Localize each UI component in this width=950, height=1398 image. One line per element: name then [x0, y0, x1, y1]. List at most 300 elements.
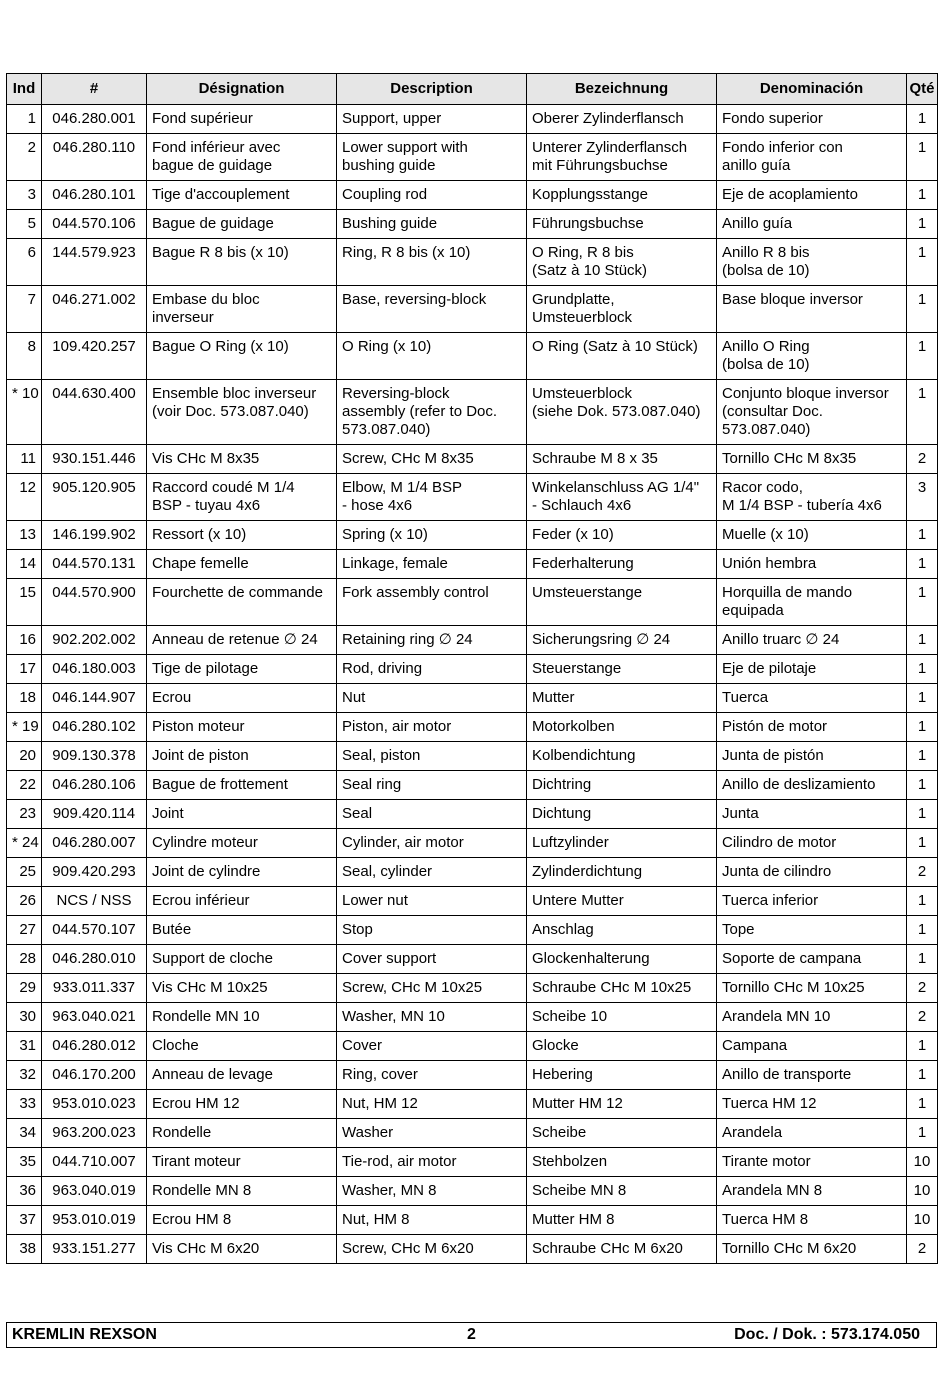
table-row	[7, 1061, 938, 1090]
cell-part-number: 044.570.900	[42, 579, 147, 626]
table-body	[7, 105, 938, 1264]
cell-bezeichnung	[527, 521, 717, 550]
cell-bezeichnung	[527, 579, 717, 626]
cell-denominacion	[717, 380, 907, 445]
cell-designation-line: Fond inférieur avec	[152, 139, 281, 156]
cell-designation-line: Chape femelle	[152, 555, 249, 572]
cell-designation-line: Fourchette de commande	[152, 584, 323, 601]
cell-designation-line: Vis CHc M 6x20	[152, 1240, 260, 1257]
cell-bezeichnung	[527, 1177, 717, 1206]
cell-bezeichnung-line: O Ring, R 8 bis	[532, 244, 634, 261]
cell-part-number: 902.202.002	[42, 626, 147, 655]
cell-part-number: NCS / NSS	[42, 887, 147, 916]
table-row	[7, 626, 938, 655]
cell-denominacion	[717, 1090, 907, 1119]
cell-denominacion-line: Racor codo,	[722, 479, 803, 496]
cell-denominacion-line: Tornillo CHc M 10x25	[722, 979, 865, 996]
cell-designation-line: Ecrou HM 8	[152, 1211, 232, 1228]
header-bezeichnung: Bezeichnung	[527, 74, 717, 105]
cell-part-number: 146.199.902	[42, 521, 147, 550]
cell-description	[337, 380, 527, 445]
cell-description-line: Washer	[342, 1124, 394, 1141]
header-part-number: #	[42, 74, 147, 105]
cell-part-number: 044.570.131	[42, 550, 147, 579]
cell-denominacion-line: Junta de pistón	[722, 747, 824, 764]
cell-bezeichnung	[527, 1003, 717, 1032]
table-row	[7, 800, 938, 829]
cell-denominacion	[717, 445, 907, 474]
table-row	[7, 105, 938, 134]
cell-designation	[147, 445, 337, 474]
cell-designation	[147, 333, 337, 380]
cell-denominacion-line: Anillo O Ring	[722, 338, 810, 355]
cell-designation-line: Tirant moteur	[152, 1153, 241, 1170]
cell-designation	[147, 887, 337, 916]
cell-description-line: Screw, CHc M 8x35	[342, 450, 474, 467]
cell-description-line: 573.087.040)	[342, 421, 431, 438]
header-designation: Désignation	[147, 74, 337, 105]
cell-quantity: 1	[907, 771, 938, 800]
table-row	[7, 916, 938, 945]
cell-denominacion-line: Tope	[722, 921, 755, 938]
cell-denominacion-line: Junta de cilindro	[722, 863, 832, 880]
cell-denominacion	[717, 626, 907, 655]
table-row	[7, 210, 938, 239]
cell-bezeichnung	[527, 771, 717, 800]
cell-quantity: 1	[907, 579, 938, 626]
cell-designation	[147, 134, 337, 181]
cell-description	[337, 1177, 527, 1206]
cell-designation	[147, 1119, 337, 1148]
cell-designation-line: Joint de cylindre	[152, 863, 261, 880]
cell-ind: 6	[7, 239, 42, 286]
cell-description-line: Cylinder, air motor	[342, 834, 464, 851]
cell-quantity: 1	[907, 800, 938, 829]
cell-quantity: 1	[907, 945, 938, 974]
cell-description-line: Seal, piston	[342, 747, 421, 764]
cell-designation-line: Anneau de retenue ∅ 24	[152, 631, 318, 648]
cell-description	[337, 626, 527, 655]
cell-bezeichnung	[527, 105, 717, 134]
cell-denominacion-line: Cilindro de motor	[722, 834, 837, 851]
table-row	[7, 380, 938, 445]
cell-designation-line: Rondelle	[152, 1124, 212, 1141]
cell-designation	[147, 239, 337, 286]
cell-description	[337, 286, 527, 333]
cell-denominacion-line: Arandela MN 8	[722, 1182, 823, 1199]
cell-quantity: 1	[907, 181, 938, 210]
cell-description-line: Spring (x 10)	[342, 526, 428, 543]
cell-designation	[147, 286, 337, 333]
cell-ind: 13	[7, 521, 42, 550]
cell-denominacion-line: equipada	[722, 602, 784, 619]
table-row	[7, 1003, 938, 1032]
cell-denominacion-line: Tuerca inferior	[722, 892, 819, 909]
cell-part-number: 046.280.101	[42, 181, 147, 210]
cell-bezeichnung	[527, 684, 717, 713]
cell-designation-line: Tige de pilotage	[152, 660, 259, 677]
cell-ind: 15	[7, 579, 42, 626]
cell-bezeichnung	[527, 1061, 717, 1090]
cell-denominacion-line: Anillo guía	[722, 215, 793, 232]
cell-description-line: Nut	[342, 689, 366, 706]
cell-part-number: 044.630.400	[42, 380, 147, 445]
cell-denominacion	[717, 474, 907, 521]
cell-part-number: 909.420.293	[42, 858, 147, 887]
cell-bezeichnung	[527, 239, 717, 286]
cell-denominacion-line: Anillo R 8 bis	[722, 244, 810, 261]
cell-denominacion	[717, 1206, 907, 1235]
header-denominacion: Denominación	[717, 74, 907, 105]
cell-denominacion-line: Conjunto bloque inversor	[722, 385, 889, 402]
cell-designation-line: Ecrou	[152, 689, 192, 706]
cell-bezeichnung-line: Unterer Zylinderflansch	[532, 139, 688, 156]
cell-bezeichnung	[527, 829, 717, 858]
cell-quantity: 1	[907, 684, 938, 713]
cell-description	[337, 829, 527, 858]
cell-description	[337, 474, 527, 521]
cell-part-number: 046.170.200	[42, 1061, 147, 1090]
cell-bezeichnung-line: Dichtung	[532, 805, 592, 822]
table-row	[7, 742, 938, 771]
cell-quantity: 2	[907, 858, 938, 887]
cell-part-number: 044.570.106	[42, 210, 147, 239]
cell-quantity: 1	[907, 239, 938, 286]
cell-quantity: 3	[907, 474, 938, 521]
cell-designation-line: Bague O Ring (x 10)	[152, 338, 289, 355]
cell-part-number: 046.280.012	[42, 1032, 147, 1061]
cell-bezeichnung-line: (Satz à 10 Stück)	[532, 262, 648, 279]
table-row	[7, 945, 938, 974]
cell-part-number: 046.280.110	[42, 134, 147, 181]
cell-part-number: 905.120.905	[42, 474, 147, 521]
cell-ind: 26	[7, 887, 42, 916]
cell-denominacion	[717, 945, 907, 974]
cell-ind: 5	[7, 210, 42, 239]
cell-bezeichnung	[527, 286, 717, 333]
cell-designation	[147, 380, 337, 445]
cell-denominacion-line: Fondo superior	[722, 110, 823, 127]
cell-designation	[147, 1032, 337, 1061]
cell-description	[337, 210, 527, 239]
cell-part-number: 930.151.446	[42, 445, 147, 474]
table-row	[7, 771, 938, 800]
cell-designation-line: Cloche	[152, 1037, 199, 1054]
cell-denominacion-line: Anillo truarc ∅ 24	[722, 631, 840, 648]
cell-denominacion	[717, 1032, 907, 1061]
cell-ind: 22	[7, 771, 42, 800]
cell-quantity: 1	[907, 105, 938, 134]
cell-bezeichnung	[527, 916, 717, 945]
cell-description-line: Ring, R 8 bis (x 10)	[342, 244, 471, 261]
cell-description-line: Nut, HM 12	[342, 1095, 418, 1112]
table-row	[7, 1235, 938, 1264]
cell-bezeichnung-line: Kolbendichtung	[532, 747, 636, 764]
cell-description-line: Cover support	[342, 950, 437, 967]
cell-description-line: Lower support with	[342, 139, 468, 156]
cell-bezeichnung	[527, 474, 717, 521]
cell-denominacion-line: Tuerca	[722, 689, 769, 706]
table-header	[7, 74, 938, 105]
cell-denominacion	[717, 521, 907, 550]
cell-bezeichnung	[527, 333, 717, 380]
cell-denominacion	[717, 134, 907, 181]
cell-part-number: 046.280.010	[42, 945, 147, 974]
cell-description-line: Seal, cylinder	[342, 863, 433, 880]
cell-part-number: 909.420.114	[42, 800, 147, 829]
cell-bezeichnung-line: Mutter HM 8	[532, 1211, 615, 1228]
cell-quantity: 1	[907, 1061, 938, 1090]
cell-description	[337, 1003, 527, 1032]
cell-designation-line: Cylindre moteur	[152, 834, 258, 851]
cell-ind: 38	[7, 1235, 42, 1264]
cell-description	[337, 771, 527, 800]
cell-denominacion-line: Tirante motor	[722, 1153, 811, 1170]
cell-denominacion	[717, 286, 907, 333]
cell-description-line: bushing guide	[342, 157, 436, 174]
cell-ind: 3	[7, 181, 42, 210]
cell-denominacion	[717, 1235, 907, 1264]
cell-quantity: 1	[907, 916, 938, 945]
cell-bezeichnung-line: Mutter	[532, 689, 575, 706]
cell-quantity: 1	[907, 626, 938, 655]
cell-denominacion	[717, 800, 907, 829]
parts-table	[6, 73, 938, 1264]
cell-part-number: 046.280.106	[42, 771, 147, 800]
cell-designation-line: Vis CHc M 8x35	[152, 450, 260, 467]
cell-designation	[147, 181, 337, 210]
cell-bezeichnung	[527, 974, 717, 1003]
cell-designation-line: Embase du bloc	[152, 291, 260, 308]
cell-bezeichnung-line: Anschlag	[532, 921, 594, 938]
cell-designation	[147, 1235, 337, 1264]
cell-ind: 37	[7, 1206, 42, 1235]
cell-designation	[147, 626, 337, 655]
cell-bezeichnung-line: Oberer Zylinderflansch	[532, 110, 684, 127]
cell-part-number: 953.010.019	[42, 1206, 147, 1235]
cell-description-line: Tie-rod, air motor	[342, 1153, 457, 1170]
cell-description-line: Coupling rod	[342, 186, 428, 203]
cell-denominacion-line: Tuerca HM 8	[722, 1211, 809, 1228]
cell-designation	[147, 1003, 337, 1032]
cell-denominacion	[717, 579, 907, 626]
cell-denominacion-line: Junta	[722, 805, 759, 822]
cell-ind: 12	[7, 474, 42, 521]
cell-bezeichnung	[527, 713, 717, 742]
cell-quantity: 10	[907, 1206, 938, 1235]
cell-denominacion-line: anillo guía	[722, 157, 791, 174]
cell-quantity: 1	[907, 333, 938, 380]
cell-designation	[147, 1148, 337, 1177]
cell-bezeichnung	[527, 134, 717, 181]
cell-description-line: Base, reversing-block	[342, 291, 487, 308]
cell-ind: 20	[7, 742, 42, 771]
cell-designation	[147, 521, 337, 550]
cell-description	[337, 1206, 527, 1235]
cell-denominacion	[717, 713, 907, 742]
cell-bezeichnung-line: Motorkolben	[532, 718, 615, 735]
footer-page-number: 2	[467, 1326, 476, 1343]
cell-description-line: Nut, HM 8	[342, 1211, 410, 1228]
cell-designation-line: Joint	[152, 805, 184, 822]
cell-designation	[147, 474, 337, 521]
cell-ind: 18	[7, 684, 42, 713]
footer-doc-ref: Doc. / Dok. : 573.174.050	[734, 1326, 920, 1343]
cell-designation-line: Butée	[152, 921, 192, 938]
cell-designation	[147, 742, 337, 771]
cell-quantity: 10	[907, 1177, 938, 1206]
cell-designation-line: Ecrou inférieur	[152, 892, 250, 909]
cell-bezeichnung	[527, 1148, 717, 1177]
cell-part-number: 953.010.023	[42, 1090, 147, 1119]
cell-denominacion-line: Unión hembra	[722, 555, 817, 572]
cell-denominacion	[717, 887, 907, 916]
cell-denominacion-line: Fondo inferior con	[722, 139, 843, 156]
cell-part-number: 933.151.277	[42, 1235, 147, 1264]
cell-ind: 1	[7, 105, 42, 134]
cell-part-number: 963.040.021	[42, 1003, 147, 1032]
cell-description-line: Fork assembly control	[342, 584, 489, 601]
cell-denominacion-line: Anillo de deslizamiento	[722, 776, 876, 793]
cell-designation-line: Rondelle MN 8	[152, 1182, 252, 1199]
cell-description	[337, 945, 527, 974]
cell-quantity: 2	[907, 1003, 938, 1032]
table-row	[7, 579, 938, 626]
cell-designation-line: Anneau de levage	[152, 1066, 273, 1083]
cell-quantity: 1	[907, 887, 938, 916]
cell-denominacion-line: Eje de pilotaje	[722, 660, 817, 677]
cell-ind: 35	[7, 1148, 42, 1177]
cell-bezeichnung-line: Umsteuerblock	[532, 385, 633, 402]
cell-description-line: Piston, air motor	[342, 718, 452, 735]
cell-denominacion	[717, 550, 907, 579]
cell-description	[337, 684, 527, 713]
cell-bezeichnung-line: O Ring (Satz à 10 Stück)	[532, 338, 698, 355]
cell-part-number: 046.280.102	[42, 713, 147, 742]
cell-quantity: 1	[907, 550, 938, 579]
table-row	[7, 684, 938, 713]
cell-ind: * 10	[7, 380, 42, 445]
cell-designation	[147, 1206, 337, 1235]
cell-designation	[147, 713, 337, 742]
table-row	[7, 713, 938, 742]
cell-bezeichnung	[527, 380, 717, 445]
cell-designation	[147, 800, 337, 829]
cell-designation-line: inverseur	[152, 309, 214, 326]
cell-denominacion	[717, 1061, 907, 1090]
cell-description	[337, 1090, 527, 1119]
cell-ind: 32	[7, 1061, 42, 1090]
cell-designation-line: bague de guidage	[152, 157, 273, 174]
cell-denominacion-line: Tornillo CHc M 8x35	[722, 450, 857, 467]
cell-designation-line: Piston moteur	[152, 718, 245, 735]
cell-description-line: Rod, driving	[342, 660, 423, 677]
cell-denominacion	[717, 916, 907, 945]
cell-designation-line: Tige d'accouplement	[152, 186, 290, 203]
cell-description-line: Washer, MN 8	[342, 1182, 437, 1199]
cell-bezeichnung-line: Federhalterung	[532, 555, 634, 572]
cell-bezeichnung	[527, 800, 717, 829]
cell-ind: 23	[7, 800, 42, 829]
cell-description-line: Ring, cover	[342, 1066, 418, 1083]
cell-denominacion	[717, 829, 907, 858]
cell-quantity: 1	[907, 380, 938, 445]
cell-ind: 11	[7, 445, 42, 474]
cell-description	[337, 579, 527, 626]
cell-designation-line: (voir Doc. 573.087.040)	[152, 403, 309, 420]
table-row	[7, 445, 938, 474]
cell-quantity: 1	[907, 1032, 938, 1061]
cell-designation-line: Bague de frottement	[152, 776, 288, 793]
cell-description	[337, 742, 527, 771]
cell-bezeichnung-line: Scheibe	[532, 1124, 587, 1141]
cell-quantity: 1	[907, 655, 938, 684]
table-row	[7, 1090, 938, 1119]
cell-designation	[147, 684, 337, 713]
cell-denominacion-line: Arandela MN 10	[722, 1008, 831, 1025]
cell-denominacion-line: (bolsa de 10)	[722, 262, 810, 279]
cell-description-line: Linkage, female	[342, 555, 448, 572]
cell-denominacion	[717, 974, 907, 1003]
header-row	[7, 74, 938, 105]
cell-quantity: 1	[907, 134, 938, 181]
cell-quantity: 1	[907, 829, 938, 858]
cell-denominacion	[717, 1148, 907, 1177]
cell-part-number: 046.144.907	[42, 684, 147, 713]
table-row	[7, 655, 938, 684]
cell-description	[337, 333, 527, 380]
cell-bezeichnung-line: Umsteuerstange	[532, 584, 643, 601]
cell-ind: 25	[7, 858, 42, 887]
cell-description-line: Screw, CHc M 10x25	[342, 979, 483, 996]
cell-bezeichnung-line: Feder (x 10)	[532, 526, 614, 543]
cell-bezeichnung	[527, 626, 717, 655]
cell-designation-line: Ensemble bloc inverseur	[152, 385, 317, 402]
cell-description	[337, 916, 527, 945]
footer-company: KREMLIN REXSON	[12, 1326, 157, 1343]
cell-denominacion-line: Anillo de transporte	[722, 1066, 852, 1083]
cell-denominacion-line: (bolsa de 10)	[722, 356, 810, 373]
cell-bezeichnung-line: Kopplungsstange	[532, 186, 648, 203]
cell-bezeichnung	[527, 655, 717, 684]
cell-description-line: Washer, MN 10	[342, 1008, 445, 1025]
cell-description	[337, 1032, 527, 1061]
cell-description	[337, 655, 527, 684]
cell-bezeichnung-line: Grundplatte,	[532, 291, 615, 308]
cell-description	[337, 1235, 527, 1264]
cell-designation-line: Vis CHc M 10x25	[152, 979, 268, 996]
cell-designation	[147, 550, 337, 579]
cell-description-line: O Ring (x 10)	[342, 338, 432, 355]
cell-denominacion-line: Arandela	[722, 1124, 783, 1141]
cell-designation-line: Ecrou HM 12	[152, 1095, 240, 1112]
cell-denominacion-line: (consultar Doc.	[722, 403, 823, 420]
cell-bezeichnung-line: Sicherungsring ∅ 24	[532, 631, 671, 648]
cell-ind: 7	[7, 286, 42, 333]
cell-description-line: Bushing guide	[342, 215, 438, 232]
cell-denominacion	[717, 181, 907, 210]
cell-bezeichnung-line: Zylinderdichtung	[532, 863, 643, 880]
cell-description	[337, 239, 527, 286]
cell-bezeichnung-line: Glockenhalterung	[532, 950, 650, 967]
cell-bezeichnung-line: Scheibe 10	[532, 1008, 608, 1025]
cell-quantity: 1	[907, 713, 938, 742]
cell-description	[337, 521, 527, 550]
cell-bezeichnung	[527, 550, 717, 579]
cell-description-line: Lower nut	[342, 892, 408, 909]
cell-bezeichnung	[527, 742, 717, 771]
cell-designation	[147, 771, 337, 800]
